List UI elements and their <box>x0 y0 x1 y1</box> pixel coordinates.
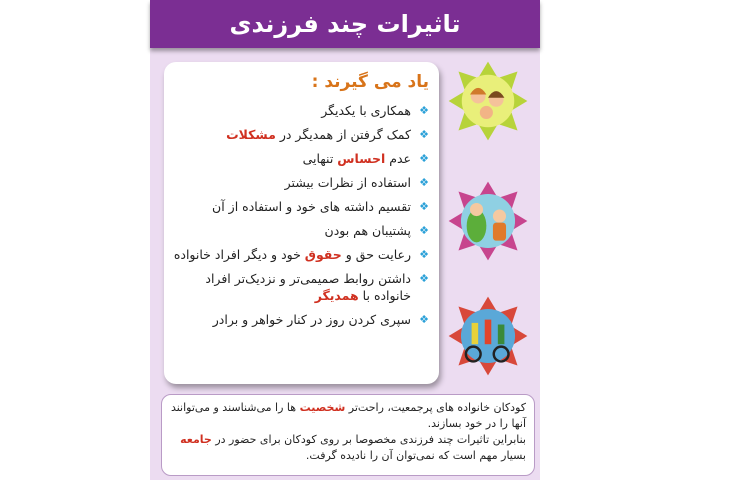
bullet-icon: ❖ <box>419 128 429 141</box>
siblings-bikes-photo <box>447 295 529 377</box>
list-item <box>167 102 429 119</box>
list-item-text <box>167 311 411 328</box>
list-item-text <box>167 174 411 191</box>
family-cartoon <box>447 180 529 262</box>
text-segment: پشتیبان هم بودن <box>324 223 411 238</box>
summary-note <box>161 394 535 476</box>
text-segment: تنهایی <box>302 151 338 166</box>
children-photo <box>447 60 529 142</box>
note-text: کودکان خانواده های پرجمعیت، راحت‌تر <box>345 401 526 414</box>
highlight-word: مشکلات <box>226 127 276 142</box>
learning-list <box>167 102 429 335</box>
bullet-icon: ❖ <box>419 313 429 326</box>
bullet-icon: ❖ <box>419 176 429 189</box>
note-text: ها را می‌شناسند و می‌توانند آنها را در خود بسازند. <box>170 401 526 430</box>
bullet-icon: ❖ <box>419 272 429 285</box>
bullet-icon: ❖ <box>419 152 429 165</box>
note-paragraph-2 <box>170 432 526 464</box>
list-item <box>167 246 429 263</box>
text-segment: استفاده از نظرات بیشتر <box>284 175 411 190</box>
text-segment: رعایت حق و <box>341 247 411 262</box>
bullet-icon: ❖ <box>419 200 429 213</box>
list-item <box>167 270 429 304</box>
list-item <box>167 126 429 143</box>
list-item <box>167 174 429 191</box>
highlight-word: همدیگر <box>314 288 359 303</box>
text-segment: سپری کردن روز در کنار خواهر و برادر <box>212 312 411 327</box>
note-text: بنابراین تاثیرات چند فرزندی مخصوصا بر روی کودکان برای حضور در <box>211 433 526 446</box>
highlight-word: حقوق <box>304 247 342 262</box>
note-highlight: شخصیت <box>299 401 346 414</box>
text-segment: کمک گرفتن از همدیگر در <box>275 127 411 142</box>
list-item <box>167 198 429 215</box>
list-item-text <box>167 150 411 167</box>
list-item-text <box>167 126 411 143</box>
note-highlight: جامعه <box>180 433 212 446</box>
list-item-text <box>167 246 411 263</box>
card-heading: یاد می گیرند : <box>311 72 429 92</box>
note-text: بسیار مهم است که نمی‌توان آن را نادیده گرفت. <box>305 449 526 462</box>
list-item-text <box>167 222 411 239</box>
text-segment: تقسیم داشته های خود و استفاده از آن <box>212 199 411 214</box>
list-item <box>167 150 429 167</box>
text-segment: داشتن روابط صمیمی‌تر و نزدیک‌تر افراد خانواده با <box>205 271 411 303</box>
learning-card <box>164 62 439 384</box>
note-paragraph-1 <box>170 400 526 432</box>
list-item <box>167 311 429 328</box>
list-item-text <box>167 270 411 304</box>
highlight-word: احساس <box>337 151 386 166</box>
bullet-icon: ❖ <box>419 224 429 237</box>
list-item-text <box>167 102 411 119</box>
text-segment: همکاری با یکدیگر <box>321 103 411 118</box>
bullet-icon: ❖ <box>419 104 429 117</box>
bullet-icon: ❖ <box>419 248 429 261</box>
list-item <box>167 222 429 239</box>
page-title: تاثیرات چند فرزندی <box>150 0 540 48</box>
text-segment: عدم <box>385 151 411 166</box>
list-item-text <box>167 198 411 215</box>
text-segment: خود و دیگر افراد خانواده <box>173 247 305 262</box>
